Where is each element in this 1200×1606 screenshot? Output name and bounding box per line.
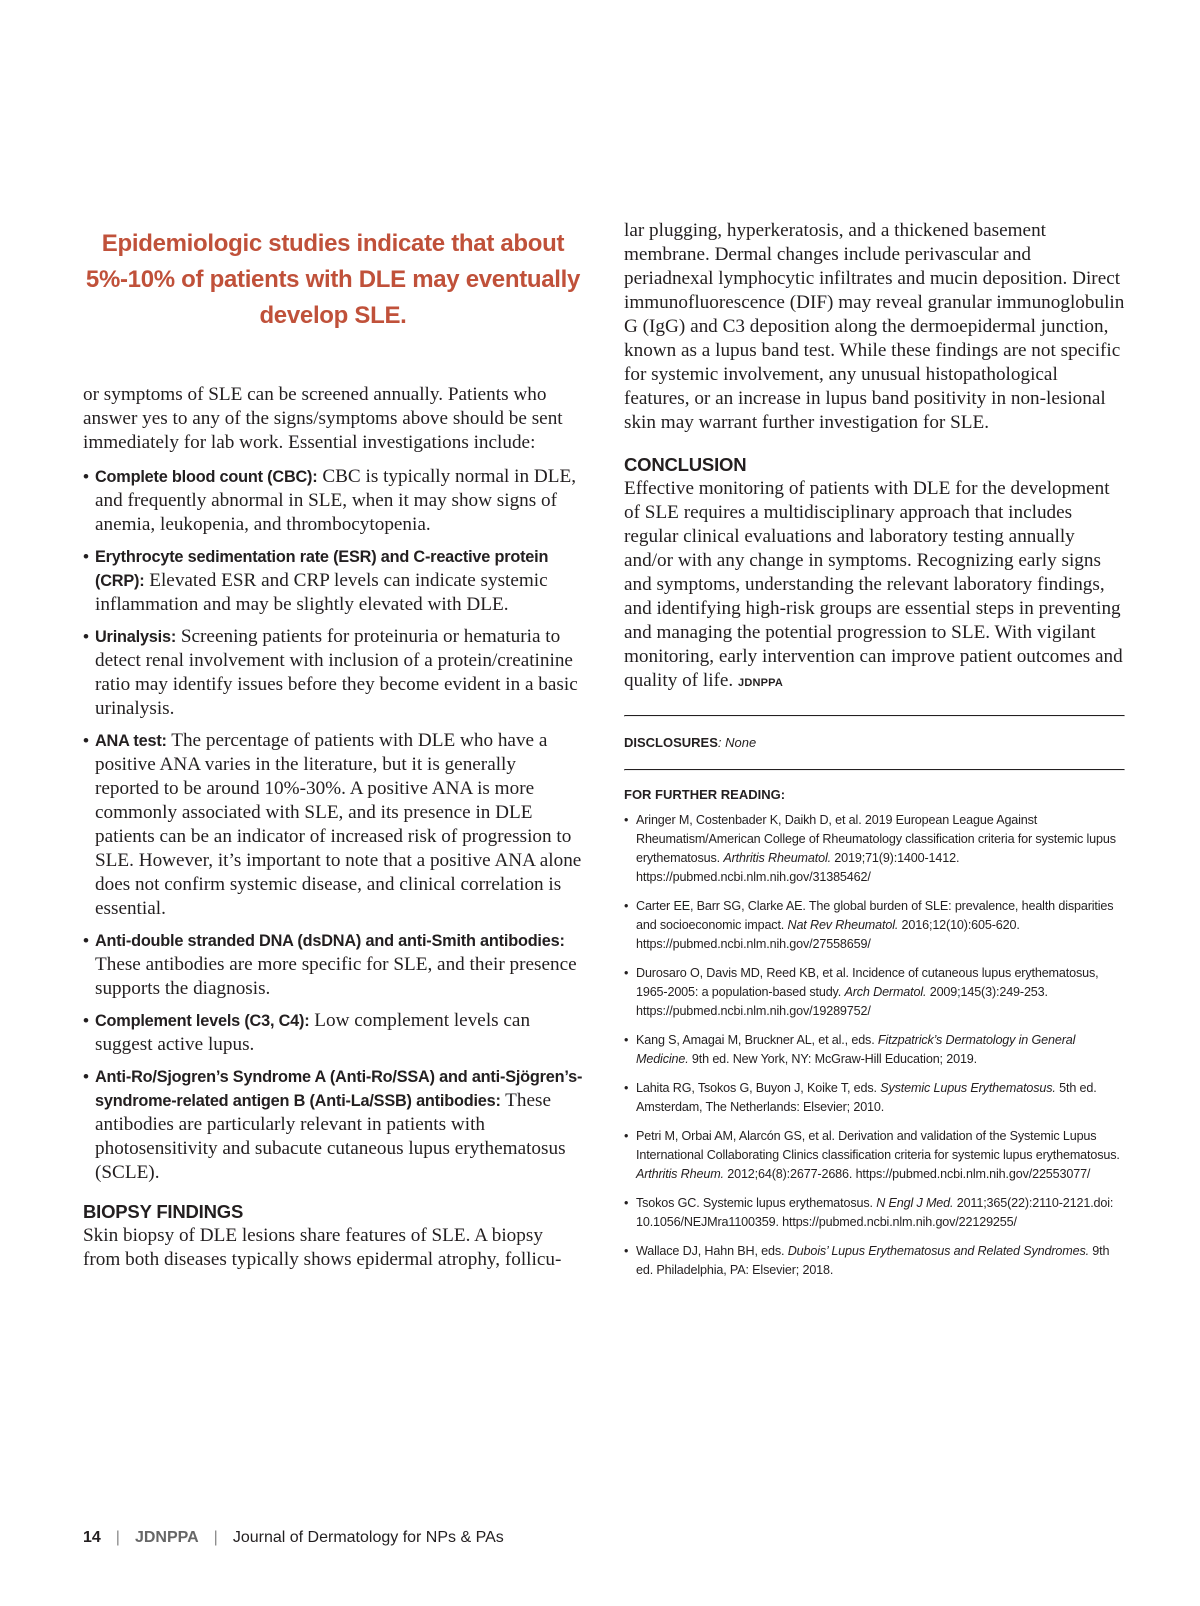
reference-details: 5th ed. Amsterdam, The Netherlands: Elsevier; 2010. bbox=[636, 1081, 1097, 1114]
list-item bbox=[83, 545, 583, 617]
investigation-term: Urinalysis: bbox=[95, 628, 177, 646]
biopsy-paragraph-start: Skin biopsy of DLE lesions share features of SLE. A biopsy from both diseases typically shows epidermal atrophy, follicu- bbox=[83, 1225, 562, 1270]
biopsy-paragraph-continued: lar plugging, hyperkeratosis, and a thickened basement membrane. Dermal changes include perivascular and periadnexal lymphocytic infiltrates and mucin deposition. Direct immunofluorescence (DIF) may reveal granular immunoglobulin G (IgG) and C3 deposition along the dermoepidermal junction, known as a lupus band test. While these findings are not specific for systemic involvement, any unusual histopathological features, or an increase in lupus band positivity in non-lesional skin may warrant further investigation for SLE. bbox=[624, 220, 1125, 433]
conclusion-text: Effective monitoring of patients with DLE for the development of SLE requires a multidisciplinary approach that includes regular clinical evaluations and laboratory testing annually and/or with any change in symptoms. Recognizing early signs and symptoms, understanding the relevant laboratory findings, and identifying high-risk groups are essential steps in preventing and managing the potential progression to SLE. With vigilant monitoring, early intervention can improve patient outcomes and quality of life. bbox=[624, 478, 1123, 691]
reference-authors: Wallace DJ, Hahn BH, eds. bbox=[636, 1244, 788, 1258]
list-item bbox=[83, 1009, 583, 1057]
reference-item bbox=[624, 811, 1125, 887]
reference-details: 2009;145(3):249-253. https://pubmed.ncbi.nlm.nih.gov/19289752/ bbox=[636, 985, 1048, 1018]
reference-journal: Dubois’ Lupus Erythematosus and Related Syndromes. bbox=[787, 1244, 1089, 1258]
reference-details: 2012;64(8):2677-2686. https://pubmed.ncbi.nlm.nih.gov/22553077/ bbox=[723, 1167, 1091, 1181]
reference-authors: Aringer M, Costenbader K, Daikh D, et al. 2019 European League Against Rheumatism/American College of Rheumatology classification criteria for systemic lupus erythematosus. bbox=[636, 813, 1116, 865]
reference-authors: Lahita RG, Tsokos G, Buyon J, Koike T, eds. bbox=[636, 1081, 881, 1095]
reference-details: 2011;365(22):2110-2121.doi: 10.1056/NEJMra1100359. https://pubmed.ncbi.nlm.nih.gov/22129255/ bbox=[636, 1196, 1114, 1229]
page-footer bbox=[83, 1528, 504, 1548]
further-reading-heading: FOR FURTHER READING: bbox=[624, 787, 786, 802]
investigation-term: ANA test: bbox=[95, 732, 167, 750]
reference-item bbox=[624, 897, 1125, 954]
reference-item bbox=[624, 964, 1125, 1021]
investigations-list bbox=[83, 465, 583, 1185]
reference-authors: Tsokos GC. Systemic lupus erythematosus. bbox=[636, 1196, 877, 1210]
investigation-text: CBC is typically normal in DLE, and frequently abnormal in SLE, when it may show signs of anemia, leukopenia, and thrombocytopenia. bbox=[95, 466, 576, 535]
investigation-text: Elevated ESR and CRP levels can indicate systemic inflammation and may be slightly elevated with DLE. bbox=[95, 570, 548, 615]
left-column bbox=[83, 226, 583, 1272]
list-item bbox=[83, 1065, 583, 1185]
investigation-text: These antibodies are particularly relevant in patients with photosensitivity and subacute cutaneous lupus erythematosus (SCLE). bbox=[95, 1090, 566, 1183]
investigation-term: Erythrocyte sedimentation rate (ESR) and C-reactive protein (CRP): bbox=[95, 548, 549, 590]
footer-separator: | bbox=[213, 1529, 218, 1546]
page-number: 14 bbox=[83, 1529, 101, 1546]
journal-abbreviation: JDNPPA bbox=[134, 1529, 199, 1546]
investigation-term: Complement levels (C3, C4): bbox=[95, 1012, 310, 1030]
reference-authors: Durosaro O, Davis MD, Reed KB, et al. Incidence of cutaneous lupus erythematosus, 1965-2005: a population-based study. bbox=[636, 966, 1099, 999]
divider bbox=[624, 769, 1125, 771]
reference-journal: Arch Dermatol. bbox=[844, 985, 927, 999]
disclosures bbox=[624, 733, 1125, 753]
disclosures-label: DISCLOSURES bbox=[624, 735, 718, 750]
journal-name: Journal of Dermatology for NPs & PAs bbox=[232, 1529, 504, 1546]
biopsy-heading: BIOPSY FINDINGS bbox=[83, 1201, 244, 1222]
investigation-text: The percentage of patients with DLE who have a positive ANA varies in the literature, but it is generally reported to be around 10%-30%. A positive ANA is more commonly associated with SLE, and its presence in DLE patients can be an indicator of increased risk of progression to SLE. However, it’s important to note that a positive ANA alone does not confirm systemic disease, and clinical correlation is essential. bbox=[95, 730, 582, 919]
investigation-text: Screening patients for proteinuria or hematuria to detect renal involvement with inclusion of a protein/creatinine ratio may identify issues before they become evident in a basic urinalysis. bbox=[95, 626, 578, 719]
reference-item bbox=[624, 1242, 1125, 1280]
intro-paragraph: or symptoms of SLE can be screened annually. Patients who answer yes to any of the signs/symptoms above should be sent immediately for lab work. Essential investigations include: bbox=[83, 384, 563, 453]
reference-item bbox=[624, 1031, 1125, 1069]
reference-details: 2016;12(10):605-620. https://pubmed.ncbi.nlm.nih.gov/27558659/ bbox=[636, 918, 1020, 951]
reference-journal: Nat Rev Rheumatol. bbox=[787, 918, 899, 932]
pull-quote: Epidemiologic studies indicate that about 5%-10% of patients with DLE may eventually develop SLE. bbox=[85, 230, 581, 329]
reference-journal: Systemic Lupus Erythematosus. bbox=[880, 1081, 1056, 1095]
investigation-term: Anti-double stranded DNA (dsDNA) and anti-Smith antibodies: bbox=[95, 932, 565, 950]
conclusion-paragraph bbox=[624, 477, 1125, 695]
reference-details: 9th ed. New York, NY: McGraw-Hill Education; 2019. bbox=[688, 1052, 978, 1066]
reference-details: 9th ed. Philadelphia, PA: Elsevier; 2018. bbox=[636, 1244, 1110, 1277]
reference-details: 2019;71(9):1400-1412. https://pubmed.ncbi.nlm.nih.gov/31385462/ bbox=[636, 851, 960, 884]
reference-journal: Arthritis Rheum. bbox=[636, 1167, 724, 1181]
list-item bbox=[83, 625, 583, 721]
reference-item bbox=[624, 1194, 1125, 1232]
investigation-term: Complete blood count (CBC): bbox=[95, 468, 318, 486]
reference-journal: N Engl J Med. bbox=[876, 1196, 954, 1210]
reference-journal: Fitzpatrick’s Dermatology in General Medicine. bbox=[636, 1033, 1076, 1066]
reference-authors: Kang S, Amagai M, Bruckner AL, et al., eds. bbox=[636, 1033, 878, 1047]
investigation-text: These antibodies are more specific for SLE, and their presence supports the diagnosis. bbox=[95, 954, 577, 999]
references-list bbox=[624, 811, 1125, 1280]
list-item bbox=[83, 729, 583, 921]
right-column bbox=[624, 219, 1125, 1290]
reference-authors: Carter EE, Barr SG, Clarke AE. The global burden of SLE: prevalence, health disparities and socioeconomic impact. bbox=[636, 899, 1114, 932]
disclosures-value: : None bbox=[717, 735, 757, 750]
investigation-term: Anti-Ro/Sjogren’s Syndrome A (Anti-Ro/SSA) and anti-Sjögren’s-syndrome-related antigen B (Anti-La/SSB) antibodies: bbox=[95, 1068, 583, 1110]
reference-item bbox=[624, 1127, 1125, 1184]
reference-authors: Petri M, Orbai AM, Alarcón GS, et al. Derivation and validation of the Systemic Lupus International Collaborating Clinics classification criteria for systemic lupus erythematosus. bbox=[636, 1129, 1120, 1162]
end-tag: JDNPPA bbox=[738, 677, 784, 689]
list-item bbox=[83, 465, 583, 537]
reference-item bbox=[624, 1079, 1125, 1117]
divider bbox=[624, 715, 1125, 717]
footer-separator: | bbox=[115, 1529, 120, 1546]
list-item bbox=[83, 929, 583, 1001]
investigation-text: Low complement levels can suggest active lupus. bbox=[95, 1010, 531, 1055]
reference-journal: Arthritis Rheumatol. bbox=[723, 851, 831, 865]
conclusion-heading: CONCLUSION bbox=[624, 454, 747, 475]
